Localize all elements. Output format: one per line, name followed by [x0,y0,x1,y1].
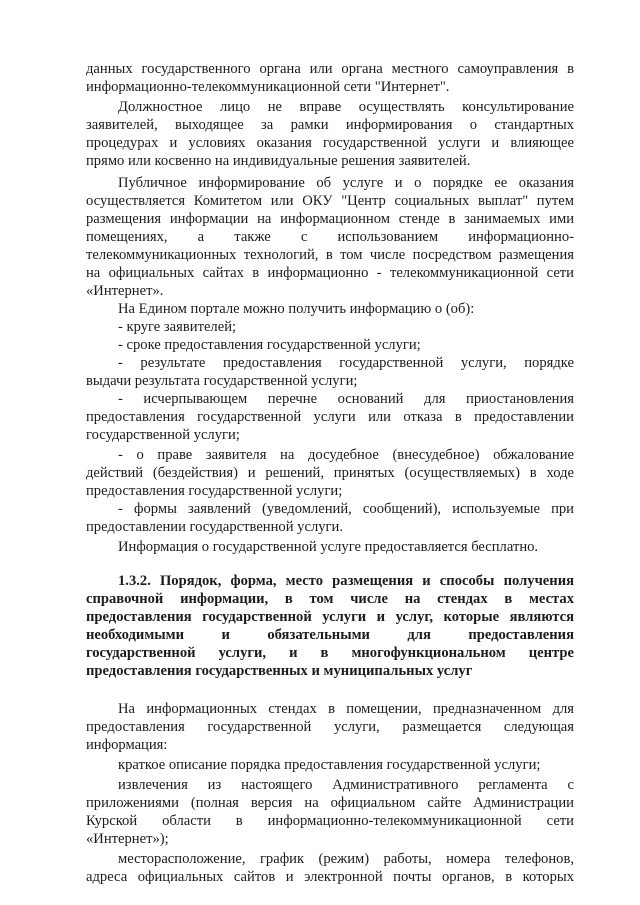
text-line: информация: [86,737,168,753]
text-line: выдачи результата государственной услуги; [86,373,358,389]
text-line: - сроке предоставления государственной услуги; [118,337,421,353]
text-line: предоставлении государственной услуги. [86,519,343,535]
text-line: информационно-телекоммуникационной сети "Интернет". [86,79,450,95]
text-line: - круге заявителей; [118,319,237,335]
text-line: помещениях, а также с использованием информационно- [86,229,574,245]
text-line: заявителей, выходящее за рамки информирования о стандартных [86,117,574,133]
section-heading: государственной услуги, и в многофункциональном центре [86,645,574,661]
text-line: - формы заявлений (уведомлений, сообщений), используемые при [118,501,574,517]
text-line: Должностное лицо не вправе осуществлять консультирование [118,99,574,115]
section-heading: справочной информации, в том числе на стендах в местах [86,591,574,607]
section-heading: необходимыми и обязательными для предоставления [86,627,574,643]
text-line: краткое описание порядка предоставления государственной услуги; [118,757,541,773]
text-line: «Интернет». [86,283,164,299]
section-heading: предоставления государственных и муниципальных услуг [86,663,473,679]
section-heading: предоставления государственной услуги и услуг, которые являются [86,609,574,625]
text-line: предоставления государственной услуги или отказа в предоставлении [86,409,574,425]
text-line: «Интернет»); [86,831,169,847]
text-line: адреса официальных сайтов и электронной почты органов, в которых [86,869,574,885]
text-line: телекоммуникационных технологий, в том числе посредством размещения [86,247,574,263]
text-line: предоставления государственной услуги, размещается следующая [86,719,574,735]
text-line: извлечения из настоящего Административного регламента с [118,777,574,793]
text-line: процедурах и условиях оказания государственной услуги и влияющее [86,135,574,151]
text-line: На информационных стендах в помещении, предназначенном для [118,701,574,717]
text-line: Информация о государственной услуге предоставляется бесплатно. [118,539,539,555]
text-line: осуществляется Комитетом или ОКУ "Центр социальных выплат" путем [86,193,574,209]
text-line: государственной услуги; [86,427,240,443]
text-line: данных государственного органа или органа местного самоуправления в [86,61,574,77]
text-line: месторасположение, график (режим) работы, номера телефонов, [118,851,574,867]
text-line: на официальных сайтах в информационно - телекоммуникационной сети [86,265,574,281]
text-line: прямо или косвенно на индивидуальные решения заявителей. [86,153,471,169]
text-line: Курской области в информационно-телекоммуникационной сети [86,813,574,829]
text-line: приложениями (полная версия на официальном сайте Администрации [86,795,574,811]
text-line: предоставления государственной услуги; [86,483,343,499]
text-line: - исчерпывающем перечне оснований для приостановления [118,391,574,407]
text-line: - результате предоставления государственной услуги, порядке [118,355,574,371]
text-line: действий (бездействия) и решений, принятых (осуществляемых) в ходе [86,465,574,481]
text-line: На Едином портале можно получить информацию о (об): [118,301,475,317]
section-heading: 1.3.2. Порядок, форма, место размещения и способы получения [118,573,574,589]
text-line: Публичное информирование об услуге и о порядке ее оказания [118,175,574,191]
text-line: размещения информации на информационном стенде в занимаемых ими [86,211,574,227]
text-line: - о праве заявителя на досудебное (внесудебное) обжалование [118,447,574,463]
